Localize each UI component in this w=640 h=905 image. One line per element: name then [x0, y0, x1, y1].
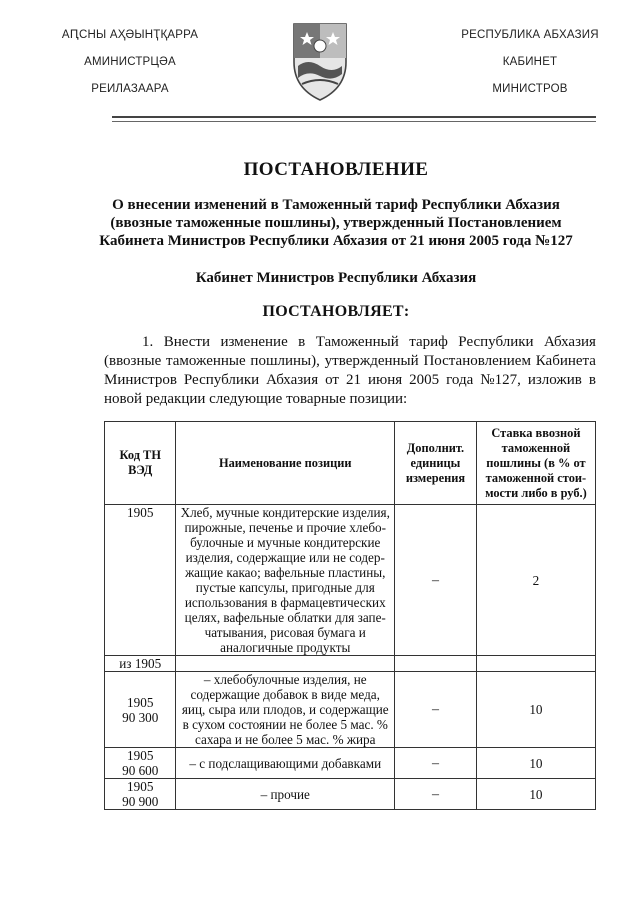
cell-name	[176, 779, 395, 810]
cell-code-line: 90 900	[122, 794, 159, 809]
header-left-line: АМИНИСТРЦӘА	[84, 56, 176, 68]
header-code	[105, 422, 176, 505]
document-subject	[96, 196, 576, 250]
cell-rate	[476, 656, 595, 672]
cell-code	[105, 505, 176, 656]
tariff-table	[104, 421, 596, 810]
paragraph-word: новой редакции следующие товарные позиции:	[104, 391, 408, 407]
paragraph-word: Внести	[163, 334, 210, 350]
paragraph-word: Таможенный	[315, 334, 399, 350]
cell-rate-line: 10	[529, 786, 543, 802]
cell-rate-line: 10	[529, 702, 543, 717]
cell-name-line: содержащие добавок в виде меда,	[190, 687, 380, 702]
subject-line: Кабинета Министров Республики Абхазия от 21 июня 2005 года №127	[99, 233, 573, 249]
cell-name-line: аналогичные продукты	[220, 640, 351, 655]
paragraph-word: пошлины),	[250, 353, 320, 369]
paragraph-line	[104, 390, 596, 409]
header-line: мости либо в руб.)	[485, 485, 587, 500]
cell-name	[176, 656, 395, 672]
paragraph-word: июня	[367, 372, 403, 388]
cell-rate	[476, 505, 595, 656]
paragraph-word: изменение	[220, 334, 288, 350]
cell-code	[105, 656, 176, 672]
cell-code-line: 90 300	[122, 709, 159, 725]
table-row	[105, 656, 596, 672]
cell-unit	[395, 779, 477, 810]
paragraph-word: тариф	[409, 334, 448, 350]
cell-name-line: – с подслащивающими добавками	[189, 755, 382, 771]
paragraph-word: Постановлением	[423, 353, 531, 369]
paragraph-word: Кабинета	[535, 353, 596, 369]
cell-unit-line: –	[431, 786, 439, 802]
header-line: таможенной стои-	[485, 470, 587, 485]
header-divider-thin	[112, 121, 596, 122]
cell-name-line: сахара и не более 5 мас. % жира	[194, 732, 376, 747]
cell-unit-line: –	[431, 702, 439, 717]
cell-name	[176, 748, 395, 779]
cell-name-line: Хлеб, мучные кондитерские изделия,	[180, 505, 390, 520]
cell-code	[105, 672, 176, 748]
decree-heading: ПОСТАНОВЛЯЕТ:	[262, 303, 410, 320]
paragraph-word: (ввозные	[104, 353, 162, 369]
header-left-line: РЕИЛАЗААРА	[91, 83, 169, 95]
header-right-block	[432, 22, 628, 103]
header-line: Ставка ввозной	[491, 425, 581, 440]
header-unit	[395, 422, 477, 505]
paragraph-1	[104, 333, 596, 409]
cell-name-line: целях, вафельные облатки для запе-	[184, 610, 386, 625]
cell-unit-line: –	[431, 572, 439, 588]
cell-unit	[395, 672, 477, 748]
header-divider	[112, 116, 596, 118]
header-left-line: АԤСНЫ АҲӘЫНҬҚАРРА	[61, 29, 199, 41]
paragraph-line	[104, 333, 596, 352]
paragraph-word: Республики	[458, 334, 534, 350]
subject-line: (ввозные таможенные пошлины), утвержденный Постановлением	[110, 215, 562, 231]
paragraph-word: 2005	[409, 372, 440, 388]
issuer: Кабинет Министров Республики Абхазия	[195, 270, 477, 286]
subject-line: О внесении изменений в Таможенный тариф Республики Абхазия	[112, 197, 560, 213]
cell-rate	[476, 672, 595, 748]
paragraph-word: Республики	[183, 372, 260, 388]
header-right-line: РЕСПУБЛИКА АБХАЗИЯ	[461, 29, 599, 41]
header-line: Наименование позиции	[218, 455, 352, 470]
header-right-line: КАБИНЕТ	[502, 56, 558, 68]
header-line: единицы	[410, 455, 461, 470]
cell-name-line: яиц, сыра или плодов, и содержащие	[181, 702, 389, 717]
cell-name-line: жащие какао; вафельные пластины,	[185, 565, 386, 580]
cell-name-line: пустые капсулы, пригодные для	[195, 580, 375, 595]
paragraph-word: года	[446, 372, 474, 388]
header-line: ВЭД	[128, 463, 153, 477]
cell-code-line: 1905	[127, 748, 154, 763]
cell-code-line: из 1905	[119, 656, 162, 671]
paragraph-word: изложив	[527, 372, 582, 388]
cell-name-line: – прочие	[260, 786, 310, 802]
cell-name-line: в сухом состоянии не более 5 мас. %	[182, 717, 388, 732]
header-line: пошлины (в % от	[486, 455, 586, 470]
cell-rate-line: 2	[532, 572, 540, 588]
header-line: Код ТН	[119, 448, 161, 462]
header-line: измерения	[405, 470, 466, 485]
cell-unit	[395, 656, 477, 672]
cell-code-line: 90 600	[122, 763, 159, 778]
header-left-block	[40, 22, 220, 103]
paragraph-word: 1.	[142, 334, 154, 350]
cell-code	[105, 748, 176, 779]
cell-code	[105, 779, 176, 810]
paragraph-word: в	[298, 334, 306, 350]
paragraph-word: Абхазия	[266, 372, 319, 388]
coat-of-arms-icon	[288, 18, 352, 104]
cell-rate	[476, 748, 595, 779]
header-line: Дополнит.	[406, 440, 465, 455]
table-row	[105, 505, 596, 656]
cell-name-line: изделия, содержащие или не содер-	[185, 550, 385, 565]
cell-unit-line: –	[431, 755, 439, 771]
cell-name-line: использования в фармацевтических	[184, 595, 386, 610]
paragraph-word: Министров	[104, 372, 177, 388]
document-title: ПОСТАНОВЛЕНИЕ	[243, 159, 429, 180]
table-header-row	[105, 422, 596, 505]
cell-code-line: 1905	[127, 779, 154, 794]
cell-rate	[476, 779, 595, 810]
paragraph-word: утвержденный	[324, 353, 419, 369]
paragraph-word: таможенные	[166, 353, 246, 369]
paragraph-word: №127,	[480, 372, 521, 388]
cell-name-line: – хлебобулочные изделия, не	[203, 672, 367, 687]
paragraph-word: в	[588, 372, 596, 388]
cell-rate-line: 10	[529, 755, 543, 771]
paragraph-line	[104, 352, 596, 371]
table-row	[105, 672, 596, 748]
paragraph-word: Абхазия	[543, 334, 596, 350]
cell-code-line: 1905	[127, 694, 154, 710]
cell-name-line: чатывания, рисовая бумага и	[204, 625, 366, 640]
header-line: таможенной	[501, 440, 571, 455]
cell-unit	[395, 505, 477, 656]
cell-name	[176, 672, 395, 748]
cell-name-line: булочные и мучные кондитерские	[190, 535, 381, 550]
header-right-line: МИНИСТРОВ	[492, 83, 568, 95]
header-rate	[476, 422, 595, 505]
table-row	[105, 779, 596, 810]
header-name	[176, 422, 395, 505]
table-row	[105, 748, 596, 779]
paragraph-word: от	[325, 372, 339, 388]
cell-code-line: 1905	[127, 505, 154, 520]
paragraph-word: 21	[345, 372, 361, 388]
cell-unit	[395, 748, 477, 779]
cell-name	[176, 505, 395, 656]
cell-name-line: пирожные, печенье и прочие хлебо-	[184, 520, 387, 535]
paragraph-line	[104, 371, 596, 390]
